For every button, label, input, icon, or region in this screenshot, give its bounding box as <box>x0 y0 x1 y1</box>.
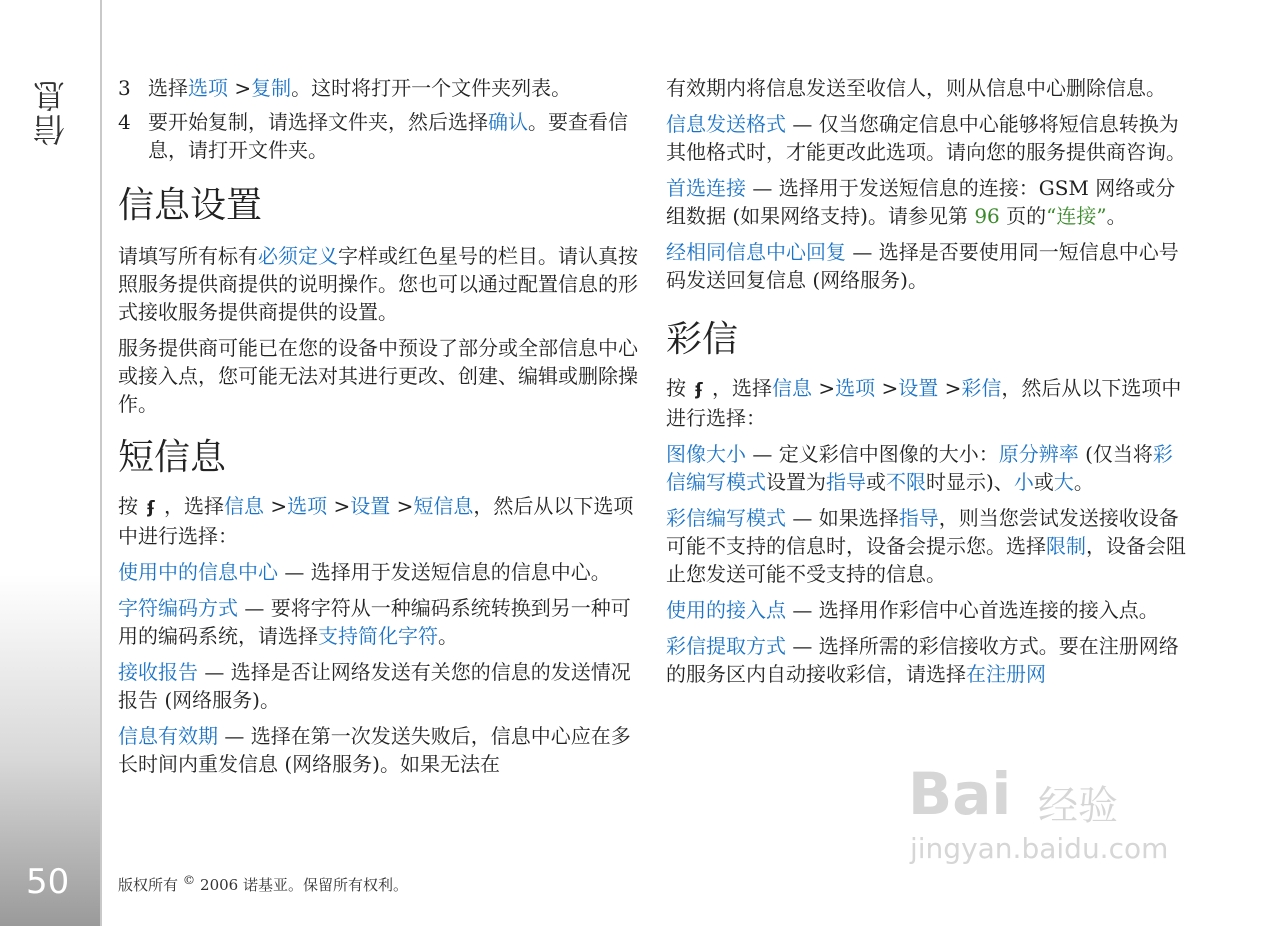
sms-item-center: 使用中的信息中心 — 选择用于发送短信息的信息中心。 <box>118 560 611 584</box>
mms-item-image-size: 图像大小 — 定义彩信中图像的大小：原分辨率 (仅当将彩信编写模式设置为指导或不限时显示)、小或大。 <box>666 442 1173 494</box>
section-title: 信息 <box>32 78 70 146</box>
menu-key-icon: ʄ <box>695 380 703 400</box>
sms-heading: 短信息 <box>118 437 227 478</box>
option-value[interactable]: 彩信编写模式 <box>666 442 1173 494</box>
watermark-brand: Bai <box>908 760 1012 828</box>
settings-link[interactable]: 设置 <box>350 494 391 518</box>
copyright-footer: 版权所有 © 2006 诺基亚。保留所有权利。 <box>118 872 408 894</box>
option-label[interactable]: 图像大小 <box>666 442 746 466</box>
sms-item-format: 信息发送格式 — 仅当您确定信息中心能够将短信息转换为其他格式时，才能更改此选项。请向您的服务提供商咨询。 <box>666 112 1186 164</box>
settings-paragraph-2: 服务提供商可能已在您的设备中预设了部分或全部信息中心或接入点，您可能无法对其进行更改、创建、编辑或删除操作。 <box>118 336 638 416</box>
options-link[interactable]: 选项 <box>188 76 228 100</box>
step-3 <box>118 74 638 102</box>
option-label[interactable]: 接收报告 <box>118 660 198 684</box>
option-value[interactable]: 限制 <box>1046 534 1086 558</box>
sms-item-connection: 首选连接 — 选择用于发送短信息的连接：GSM 网络或分组数据 (如果网络支持)。请参见第 96 页的“连接”。 <box>666 176 1176 228</box>
option-label[interactable]: 彩信提取方式 <box>666 634 786 658</box>
option-value[interactable]: 指导 <box>898 506 939 530</box>
sms-item-report: 接收报告 — 选择是否让网络发送有关您的信息的发送情况报告 (网络服务)。 <box>118 660 631 712</box>
sms-item-reply: 经相同信息中心回复 — 选择是否要使用同一短信息中心号码发送回复信息 (网络服务)。 <box>666 240 1179 292</box>
left-column <box>118 74 638 786</box>
page-reference[interactable]: 96 <box>974 204 1000 228</box>
mms-link[interactable]: 彩信 <box>961 376 1002 400</box>
sms-item-encoding: 字符编码方式 — 要将字符从一种编码系统转换到另一种可用的编码系统，请选择支持简化字符。 <box>118 596 631 648</box>
option-value[interactable]: 大 <box>1053 470 1074 494</box>
options-link[interactable]: 选项 <box>835 376 876 400</box>
sms-item-validity: 信息有效期 — 选择在第一次发送失败后，信息中心应在多长时间内重发信息 (网络服务)。如果无法在 <box>118 724 631 776</box>
mms-intro: 按 ʄ ，选择信息 >选项 >设置 >彩信，然后从以下选项中进行选择： <box>666 376 1182 430</box>
step-4 <box>118 108 638 164</box>
page-number: 50 <box>26 862 70 902</box>
mms-item-creation-mode: 彩信编写模式 — 如果选择指导，则当您尝试发送接收设备可能不支持的信息时，设备会提示您。选择限制，设备会阻止您发送可能不受支持的信息。 <box>666 506 1186 586</box>
option-value[interactable]: 指导 <box>826 470 866 494</box>
step-text: 要开始复制，请选择文件夹，然后选择确认。要查看信息，请打开文件夹。 <box>148 110 628 162</box>
settings-link[interactable]: 设置 <box>898 376 939 400</box>
option-value[interactable]: 原分辨率 <box>998 442 1079 466</box>
right-column <box>666 74 1191 696</box>
step-number: 3 <box>118 76 131 100</box>
messaging-link[interactable]: 信息 <box>772 376 812 400</box>
option-value[interactable]: 支持简化字符 <box>318 624 438 648</box>
option-label[interactable]: 经相同信息中心回复 <box>666 240 846 264</box>
option-label[interactable]: 信息有效期 <box>118 724 218 748</box>
settings-paragraph-1: 请填写所有标有必须定义字样或红色星号的栏目。请认真按照服务提供商提供的说明操作。您也可以通过配置信息的形式接收服务提供商提供的设置。 <box>118 244 638 324</box>
connection-link[interactable]: “连接” <box>1046 204 1107 228</box>
watermark-url: jingyan.baidu.com <box>910 832 1169 865</box>
option-label[interactable]: 使用中的信息中心 <box>118 560 278 584</box>
sidebar <box>0 0 102 926</box>
options-link[interactable]: 选项 <box>287 494 328 518</box>
option-value[interactable]: 在注册网 <box>966 662 1046 686</box>
copy-link[interactable]: 复制 <box>251 76 292 100</box>
step-number: 4 <box>118 110 131 134</box>
text-message-link[interactable]: 短信息 <box>413 494 474 518</box>
watermark-brand-cn: 经验 <box>1038 783 1118 829</box>
mms-item-retrieval: 彩信提取方式 — 选择所需的彩信接收方式。要在注册网络的服务区内自动接收彩信，请选择在注册网 <box>666 634 1179 686</box>
option-label[interactable]: 信息发送格式 <box>666 112 786 136</box>
option-label[interactable]: 首选连接 <box>666 176 746 200</box>
settings-heading: 信息设置 <box>118 185 263 226</box>
validity-continued: 有效期内将信息发送至收信人，则从信息中心删除信息。 <box>666 76 1166 100</box>
mms-item-access-point: 使用的接入点 — 选择用作彩信中心首选连接的接入点。 <box>666 598 1159 622</box>
option-value[interactable]: 小 <box>1013 470 1034 494</box>
option-label[interactable]: 彩信编写模式 <box>666 506 786 530</box>
menu-key-icon: ʄ <box>147 498 155 518</box>
must-define-link[interactable]: 必须定义 <box>258 244 338 268</box>
confirm-link[interactable]: 确认 <box>488 110 528 134</box>
watermark <box>898 760 1218 880</box>
option-label[interactable]: 使用的接入点 <box>666 598 786 622</box>
option-value[interactable]: 不限 <box>886 470 926 494</box>
mms-heading: 彩信 <box>666 319 739 360</box>
step-text: 选择选项 >复制。这时将打开一个文件夹列表。 <box>148 76 572 100</box>
sms-intro: 按 ʄ ，选择信息 >选项 >设置 >短信息，然后从以下选项中进行选择： <box>118 494 634 548</box>
messaging-link[interactable]: 信息 <box>224 494 264 518</box>
option-label[interactable]: 字符编码方式 <box>118 596 238 620</box>
